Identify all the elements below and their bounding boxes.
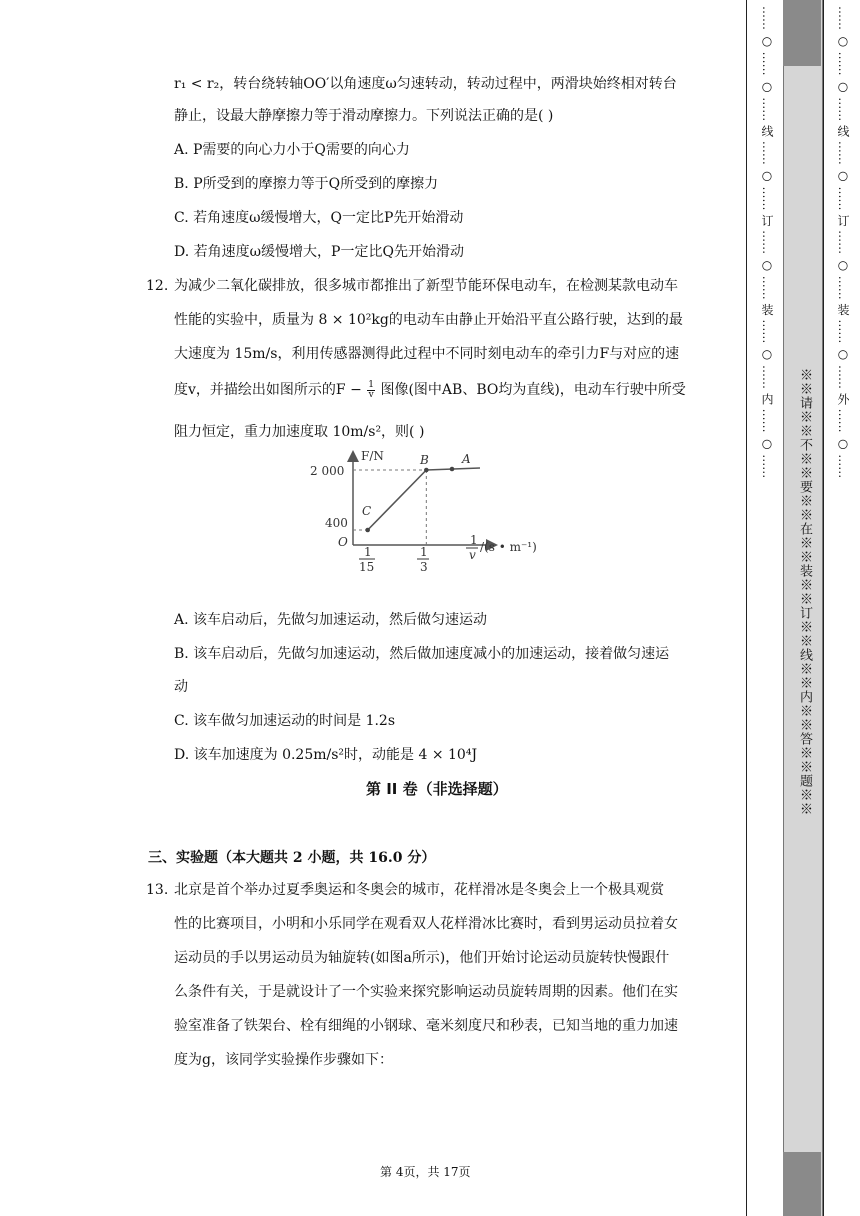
section3-title: 三、实验题（本大题共 2 小题，共 16.0 分）: [148, 850, 436, 866]
origin-label: O: [338, 535, 348, 549]
binding-label-outer: …… ○ …… ○ …… 线 …… ○ …… 订 …… ○ …… 装 …… ○ …… 外 …… ○ ……: [836, 6, 850, 479]
q13-line4: 么条件有关，于是就设计了一个实验来探究影响运动员旋转周期的因素。他们在实: [174, 984, 678, 1000]
q13-line3: 运动员的手以男运动员为轴旋转(如图a所示)，他们开始讨论运动员旋转快慢跟什: [174, 950, 670, 966]
q13-line6: 度为g，该同学实验操作步骤如下：: [174, 1052, 393, 1068]
q13-line1: 北京是首个举办过夏季奥运和冬奥会的城市，花样滑冰是冬奥会上一个极具观赏: [174, 882, 664, 898]
q11-option-a: A. P需要的向心力小于Q需要的向心力: [174, 142, 410, 158]
y-axis-label: F/N: [361, 449, 384, 463]
point-b: [424, 468, 429, 473]
binding-dark-block-bottom: [783, 1152, 821, 1216]
q12-option-d: D. 该车加速度为 0.25m/s²时，动能是 4 × 10⁴J: [174, 747, 478, 763]
x-tick2-num: 1: [420, 545, 428, 559]
q13-line2: 性的比赛项目，小明和小乐同学在观看双人花样滑冰比赛时，看到男运动员拉着女: [174, 916, 678, 932]
binding-dark-block-top: [783, 0, 821, 66]
q12-option-b-line2: 动: [174, 679, 188, 695]
q11-option-b: B. P所受到的摩擦力等于Q所受到的摩擦力: [174, 176, 439, 192]
q13-line5: 验室准备了铁架台、栓有细绳的小钢球、毫米刻度尺和秒表，已知当地的重力加速: [174, 1018, 678, 1034]
q12-line4: [174, 380, 686, 400]
q12-option-b-line1: B. 该车启动后，先做匀加速运动，然后做加速度减小的加速运动，接着做匀速运: [174, 646, 670, 662]
point-a-label: A: [462, 452, 471, 466]
q12-line3: 大速度为 15m/s，利用传感器测得此过程中不同时刻电动车的牵引力F与对应的速: [174, 346, 680, 362]
fraction-denominator: v: [368, 389, 374, 400]
x-label-unit: /(s • m⁻¹): [480, 540, 537, 554]
x-tick1-num: 1: [364, 545, 372, 559]
binding-line-inner: [746, 0, 747, 1216]
q12-line4-end: 图像(图中AB、BO均为直线)，电动车行驶中所受: [380, 382, 686, 398]
x-tick1-den: 15: [359, 560, 375, 574]
segment-cb: [368, 470, 427, 530]
point-c-label: C: [362, 504, 372, 518]
q11-line1: r₁ < r₂，转台绕转轴OO′以角速度ω匀速转动，转动过程中，两滑块始终相对转台: [174, 76, 677, 92]
f-inverse-v-graph: [300, 445, 560, 575]
binding-warning-note: ※※请※※不※※要※※在※※装※※订※※线※※内※※答※※题※※: [797, 368, 812, 816]
point-a: [450, 467, 455, 472]
y-tick-400: 400: [325, 516, 348, 530]
page-footer: 第 4页，共 17页: [380, 1165, 471, 1179]
y-tick-2000: 2 000: [310, 464, 345, 478]
q12-line1: 为减少二氧化碳排放，很多城市都推出了新型节能环保电动车，在检测某款电动车: [174, 278, 678, 294]
x-tick2-den: 3: [420, 560, 428, 574]
q12-line2: 性能的实验中，质量为 8 × 10²kg的电动车由静止开始沿平直公路行驶，达到的最: [174, 312, 683, 328]
q13-number: 13.: [146, 882, 169, 898]
q11-line2: 静止，设最大静摩擦力等于滑动摩擦力。下列说法正确的是( ): [174, 108, 554, 124]
q11-option-d: D. 若角速度ω缓慢增大，P一定比Q先开始滑动: [174, 244, 464, 260]
binding-label-inner: …… ○ …… ○ …… 线 …… ○ …… 订 …… ○ …… 装 …… ○ …… 内 …… ○ ……: [760, 6, 774, 479]
q12-line4-start: 度v，并描绘出如图所示的F −: [174, 382, 362, 398]
q12-line5: 阻力恒定，重力加速度取 10m/s²，则( ): [174, 424, 425, 440]
point-b-label: B: [420, 453, 429, 467]
part2-title: 第 II 卷（非选择题）: [366, 780, 508, 798]
q12-option-c: C. 该车做匀加速运动的时间是 1.2s: [174, 713, 396, 729]
q11-option-c: C. 若角速度ω缓慢增大，Q一定比P先开始滑动: [174, 210, 464, 226]
binding-line-outer: [823, 0, 824, 1216]
q12-number: 12.: [146, 278, 169, 294]
q12-option-a: A. 该车启动后，先做匀加速运动，然后做匀速运动: [174, 612, 488, 628]
inverse-v-fraction: [367, 381, 375, 400]
x-label-num: 1: [470, 533, 478, 547]
fraction-numerator: 1: [368, 379, 374, 390]
x-label-den: v: [469, 548, 476, 562]
point-c: [365, 528, 370, 533]
